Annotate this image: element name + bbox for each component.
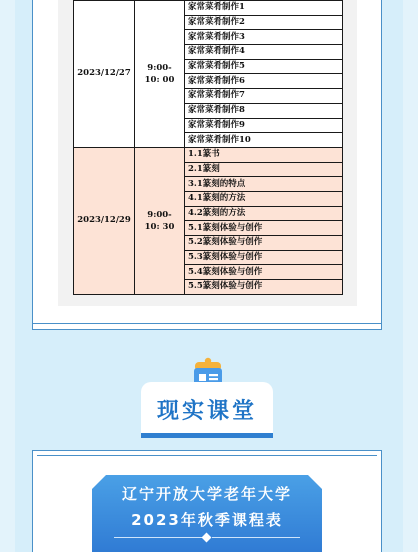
- time-start: 9:00-: [147, 209, 172, 220]
- course-item-cell: 5.1篆刻体验与创作: [185, 221, 343, 236]
- course-item-cell: 4.2篆刻的方法: [185, 206, 343, 221]
- section-header: [141, 356, 273, 440]
- diamond-icon: [202, 533, 212, 543]
- course-item-cell: 家常菜肴制作2: [185, 15, 343, 30]
- course-item-cell: 家常菜肴制作10: [185, 133, 343, 148]
- section-title-box: [141, 382, 273, 438]
- course-item-cell: 2.1篆刻: [185, 162, 343, 177]
- table-row: [74, 147, 343, 162]
- date-cell: 2023/12/27: [74, 1, 135, 148]
- course-item-cell: 家常菜肴制作3: [185, 30, 343, 45]
- table-row: [74, 1, 343, 16]
- schedule-card: [32, 0, 382, 330]
- section-title: 现实课堂: [156, 399, 257, 424]
- banner-subtitle: 2023年秋季课程表: [131, 511, 283, 529]
- time-cell: [135, 147, 185, 294]
- schedule-table: [73, 0, 343, 295]
- course-item-cell: 家常菜肴制作8: [185, 103, 343, 118]
- course-item-cell: 家常菜肴制作9: [185, 118, 343, 133]
- banner-title: 辽宁开放大学老年大学: [121, 485, 292, 503]
- time-cell: [135, 1, 185, 148]
- course-item-cell: 5.3篆刻体验与创作: [185, 250, 343, 265]
- time-end: 10: 30: [144, 221, 175, 232]
- course-item-cell: 5.4篆刻体验与创作: [185, 265, 343, 280]
- schedule-table-wrapper: [58, 0, 357, 306]
- banner-rule-right: [212, 537, 300, 538]
- time-end: 10: 00: [144, 74, 175, 85]
- course-item-cell: 4.1篆刻的方法: [185, 191, 343, 206]
- course-item-cell: 家常菜肴制作6: [185, 74, 343, 89]
- time-start: 9:00-: [147, 62, 172, 73]
- course-item-cell: 家常菜肴制作1: [185, 1, 343, 16]
- card-inner-border: [33, 320, 381, 324]
- card-inner-border: [37, 455, 377, 459]
- banner-card: [32, 450, 382, 552]
- banner-rule-left: [114, 537, 202, 538]
- course-item-cell: 家常菜肴制作5: [185, 59, 343, 74]
- course-item-cell: 5.2篆刻体验与创作: [185, 236, 343, 251]
- date-cell: 2023/12/29: [74, 147, 135, 294]
- course-item-cell: 5.5篆刻体验与创作: [185, 280, 343, 295]
- course-item-cell: 家常菜肴制作7: [185, 89, 343, 104]
- course-item-cell: 家常菜肴制作4: [185, 45, 343, 60]
- course-banner: [92, 475, 322, 552]
- course-item-cell: 3.1篆刻的特点: [185, 177, 343, 192]
- course-item-cell: 1.1篆书: [185, 147, 343, 162]
